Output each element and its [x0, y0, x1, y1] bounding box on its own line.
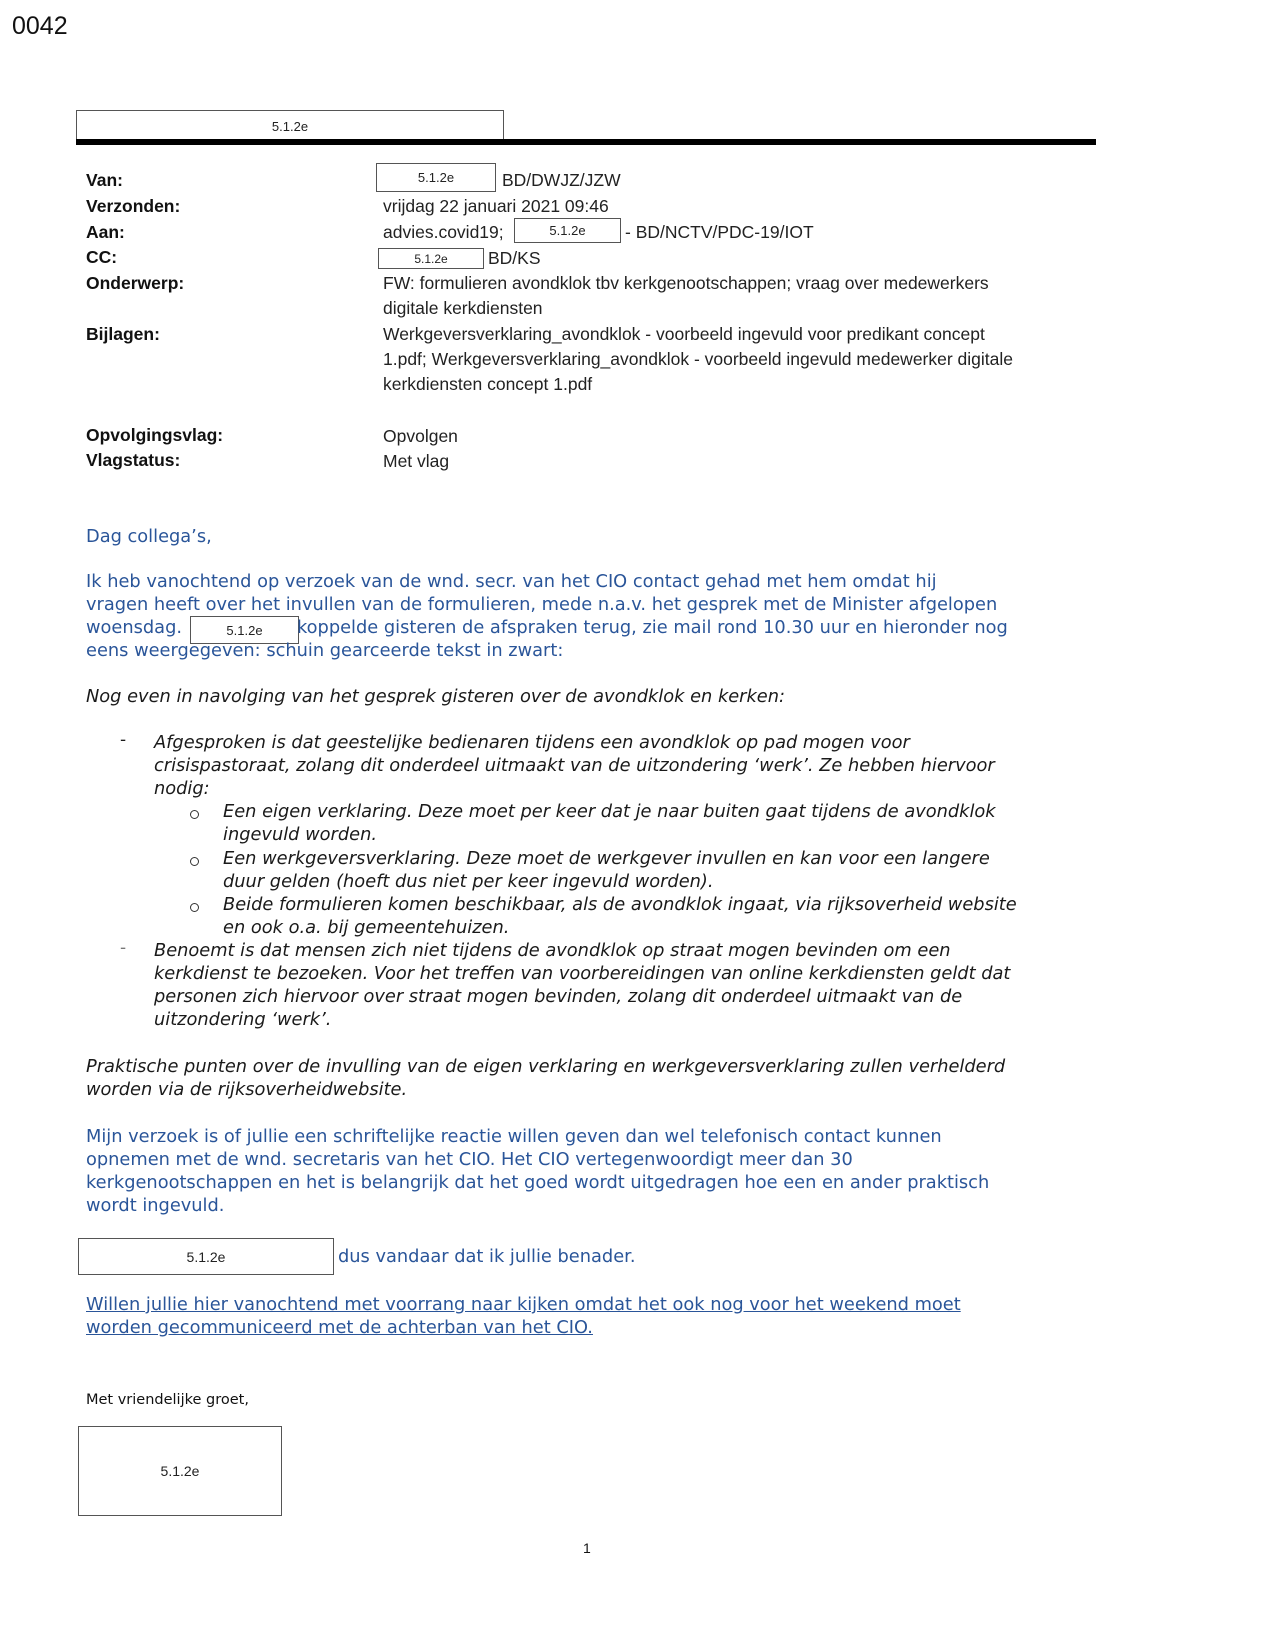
- sub3-line-2: en ook o.a. bij gemeentehuizen.: [223, 917, 510, 938]
- van-label: Van:: [86, 170, 123, 190]
- cc-suffix: BD/KS: [488, 248, 541, 268]
- verzonden-value: vrijdag 22 januari 2021 09:46: [383, 196, 609, 216]
- request-line-1: Mijn verzoek is of jullie een schriftelijke reactie willen geven dan wel telefonisch contact kunnen: [86, 1126, 942, 1147]
- page-identifier: 0042: [12, 12, 68, 40]
- redaction-box-cc: 5.1.2e: [378, 248, 484, 269]
- redaction-box-signature: 5.1.2e: [78, 1426, 282, 1516]
- aan-prefix: advies.covid19;: [383, 222, 504, 242]
- verzonden-label: Verzonden:: [86, 196, 181, 216]
- opvolgingsvlag-value: Opvolgen: [383, 426, 458, 446]
- page-number: 1: [583, 1540, 591, 1556]
- redaction-box-aan: 5.1.2e: [514, 218, 621, 243]
- redaction-box-reason: 5.1.2e: [78, 1238, 334, 1275]
- onderwerp-line-1: FW: formulieren avondklok tbv kerkgenootschappen; vraag over medewerkers: [383, 273, 989, 293]
- cc-label: CC:: [86, 247, 118, 267]
- greeting: Dag collega’s,: [86, 526, 212, 547]
- bullet2-line-3: personen zich hiervoor over straat mogen bevinden, zolang dit onderdeel uitmaakt van de: [154, 986, 963, 1007]
- circle-bullet-1: [190, 810, 199, 819]
- para1-line-1: Ik heb vanochtend op verzoek van de wnd. secr. van het CIO contact gehad met hem omdat hij: [86, 571, 937, 592]
- bullet2-line-4: uitzondering ‘werk’.: [154, 1009, 332, 1030]
- circle-bullet-2: [190, 857, 199, 866]
- para1-line-3b: koppelde gisteren de afspraken terug, zie mail rond 10.30 uur en hieronder nog: [297, 617, 1008, 638]
- redaction-box-top: 5.1.2e: [76, 110, 504, 143]
- closing: Met vriendelijke groet,: [86, 1392, 249, 1408]
- request-line-3: kerkgenootschappen en het is belangrijk dat het goed wordt uitgedragen hoe een en ander praktisch: [86, 1172, 990, 1193]
- urgent-line-2[interactable]: worden gecommuniceerd met de achterban van het CIO.: [86, 1317, 593, 1338]
- sub3-line-1: Beide formulieren komen beschikbaar, als de avondklok ingaat, via rijksoverheid website: [223, 894, 1017, 915]
- sub2-line-2: duur gelden (hoeft dus niet per keer ingevuld worden).: [223, 871, 714, 892]
- redaction-box-van: 5.1.2e: [376, 163, 496, 192]
- vlagstatus-value: Met vlag: [383, 451, 450, 471]
- bullet1-line-1: Afgesproken is dat geestelijke bedienaren tijdens een avondklok op pad mogen voor: [154, 732, 910, 753]
- bijlagen-line-1: Werkgeversverklaring_avondklok - voorbeeld ingevuld voor predikant concept: [383, 324, 985, 344]
- para1-line-4: eens weergegeven: schuin gearceerde tekst in zwart:: [86, 640, 564, 661]
- bijlagen-line-2: 1.pdf; Werkgeversverklaring_avondklok - voorbeeld ingevuld medewerker digitale: [383, 349, 1014, 369]
- bijlagen-label: Bijlagen:: [86, 324, 160, 344]
- onderwerp-label: Onderwerp:: [86, 273, 185, 293]
- van-suffix: BD/DWJZ/JZW: [502, 170, 621, 190]
- practical-line-1: Praktische punten over de invulling van de eigen verklaring en werkgeversverklaring zullen verhelderd: [86, 1056, 1006, 1077]
- aan-suffix: - BD/NCTV/PDC-19/IOT: [625, 222, 814, 242]
- request-line-2: opnemen met de wnd. secretaris van het CIO. Het CIO vertegenwoordigt meer dan 30: [86, 1149, 853, 1170]
- reason-suffix: dus vandaar dat ik jullie benader.: [338, 1246, 636, 1267]
- quote-intro: Nog even in navolging van het gesprek gisteren over de avondklok en kerken:: [86, 686, 785, 707]
- vlagstatus-label: Vlagstatus:: [86, 450, 181, 470]
- request-line-4: wordt ingevuld.: [86, 1195, 225, 1216]
- bijlagen-line-3: kerkdiensten concept 1.pdf: [383, 374, 593, 394]
- urgent-line-1[interactable]: Willen jullie hier vanochtend met voorrang naar kijken omdat het ook nog voor het weekend moet: [86, 1294, 961, 1315]
- dash-bullet-1: -: [120, 730, 127, 750]
- redaction-box-para1: 5.1.2e: [190, 616, 299, 644]
- header-divider: [76, 139, 1096, 145]
- practical-line-2: worden via de rijksoverheidwebsite.: [86, 1079, 408, 1100]
- sub1-line-1: Een eigen verklaring. Deze moet per keer dat je naar buiten gaat tijdens de avondklok: [223, 801, 996, 822]
- circle-bullet-3: [190, 903, 199, 912]
- opvolgingsvlag-label: Opvolgingsvlag:: [86, 425, 224, 445]
- aan-label: Aan:: [86, 222, 125, 242]
- sub1-line-2: ingevuld worden.: [223, 824, 377, 845]
- onderwerp-line-2: digitale kerkdiensten: [383, 298, 543, 318]
- bullet1-line-3: nodig:: [154, 778, 210, 799]
- para1-line-2: vragen heeft over het invullen van de formulieren, mede n.a.v. het gesprek met de Minister afgelopen: [86, 594, 998, 615]
- bullet1-line-2: crisispastoraat, zolang dit onderdeel uitmaakt van de uitzondering ‘werk’. Ze hebben hiervoor: [154, 755, 995, 776]
- sub2-line-1: Een werkgeversverklaring. Deze moet de werkgever invullen en kan voor een langere: [223, 848, 990, 869]
- para1-line-3a: woensdag.: [86, 617, 183, 638]
- bullet2-line-2: kerkdienst te bezoeken. Voor het treffen van voorbereidingen van online kerkdiensten geldt dat: [154, 963, 1011, 984]
- bullet2-line-1: Benoemt is dat mensen zich niet tijdens de avondklok op straat mogen bevinden om een: [154, 940, 951, 961]
- dash-bullet-2: -: [120, 938, 127, 958]
